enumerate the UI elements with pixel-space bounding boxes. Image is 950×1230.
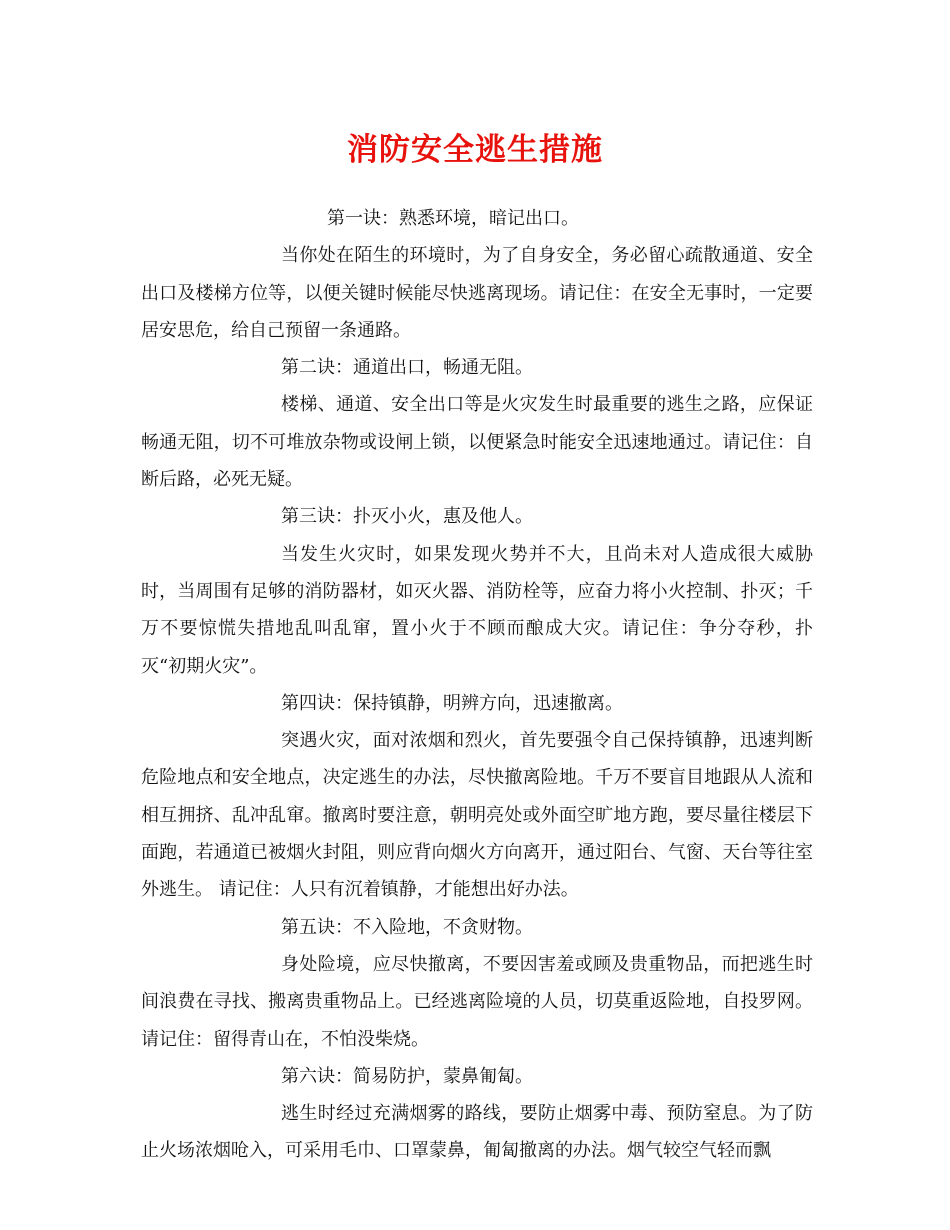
section-heading: 第四诀：保持镇静，明辨方向，迅速撤离。	[281, 692, 623, 714]
section-paragraph: 当你处在陌生的环境时，为了自身安全，务必留心疏散通道、安全出口及楼梯方位等，以便关键时候能尽快逃离现场。请记住：在安全无事时，一定要居安思危，给自己预留一条通路。	[141, 245, 813, 341]
section-paragraph: 身处险境，应尽快撤离，不要因害羞或顾及贵重物品，而把逃生时间浪费在寻找、搬离贵重物品上。已经逃离险境的人员，切莫重返险地，自投罗网。 请记住：留得青山在，不怕没柴烧。	[141, 953, 813, 1050]
section-paragraph: 楼梯、通道、安全出口等是火灾发生时最重要的逃生之路，应保证畅通无阻，切不可堆放杂物或设闸上锁，以便紧急时能安全迅速地通过。请记住：自断后路，必死无疑。	[141, 394, 813, 491]
section-heading: 第二诀：通道出口，畅通无阻。	[281, 357, 533, 379]
document-title: 消防安全逃生措施	[347, 132, 603, 168]
section-heading: 第六诀：简易防护，蒙鼻匍匐。	[281, 1065, 533, 1087]
section-heading: 第五诀：不入险地，不贪财物。	[281, 916, 533, 938]
document-body	[141, 200, 813, 1170]
section-paragraph: 当发生火灾时，如果发现火势并不大，且尚未对人造成很大威胁时，当周围有足够的消防器材，如灭火器、消防栓等，应奋力将小火控制、扑灭；千万不要惊慌失措地乱叫乱窜，置小火于不顾而酿成大灾。请记住：争分夺秒，扑灭“初期火灾”。	[141, 543, 813, 677]
section-paragraph: 逃生时经过充满烟雾的路线，要防止烟雾中毒、预防窒息。为了防止火场浓烟呛入，可采用毛巾、口罩蒙鼻，匍匐撤离的办法。烟气较空气轻而飘	[141, 1103, 813, 1162]
section-heading: 第一诀：熟悉环境，暗记出口。	[327, 208, 579, 229]
section-paragraph: 突遇火灾，面对浓烟和烈火，首先要强令自己保持镇静，迅速判断危险地点和安全地点，决定逃生的办法，尽快撤离险地。千万不要盲目地跟从人流和相互拥挤、乱冲乱窜。撤离时要注意，朝明亮处或外面空旷地方跑，要尽量往楼层下面跑，若通道已被烟火封阻，则应背向烟火方向离开，通过阳台、气窗、天台等往室外逃生。 请记住：人只有沉着镇静，才能想出好办法。	[141, 730, 813, 901]
section-heading: 第三诀：扑灭小火，惠及他人。	[281, 506, 533, 528]
